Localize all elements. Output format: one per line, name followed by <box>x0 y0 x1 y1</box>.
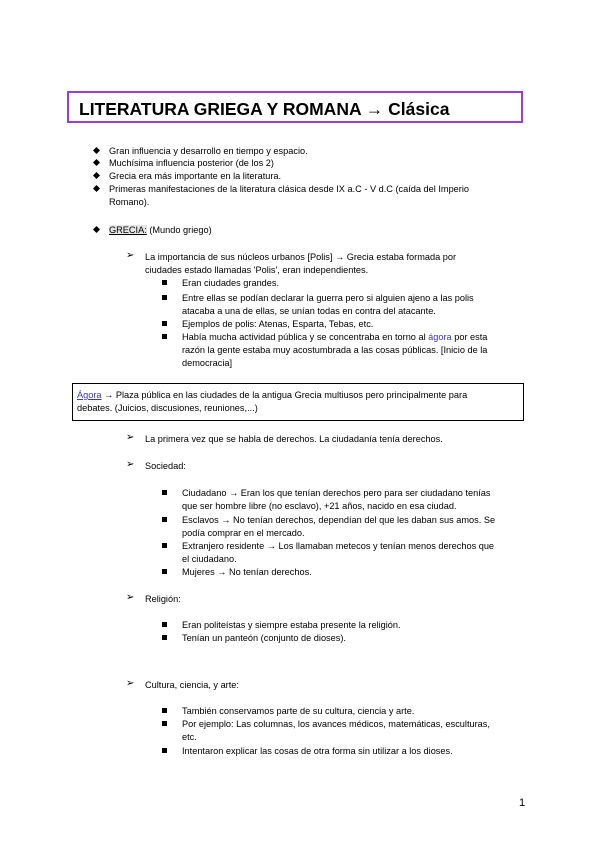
cultura-item-continuation: etc. <box>182 732 197 742</box>
diamond-bullet-icon <box>93 172 100 179</box>
arrow-bullet-icon: ➢ <box>126 459 135 470</box>
sociedad-item: Esclavos → No tenían derechos, dependían del que les daban sus amos. Se <box>182 515 496 525</box>
grecia-label: GRECIA: <box>109 225 147 235</box>
agora-term-link[interactable]: Ágora <box>77 390 102 400</box>
cultura-heading: Cultura, ciencia, y arte: <box>145 680 239 690</box>
square-bullet-icon <box>162 321 167 326</box>
religion-item: Eran politeístas y siempre estaba presente la religión. <box>182 620 401 630</box>
polis-sub-item: Entre ellas se podían declarar la guerra pero si alguien ajeno a las polis <box>182 293 474 303</box>
religion-heading: Religión: <box>145 594 181 604</box>
diamond-bullet-icon <box>93 159 100 166</box>
polis-sub-item-continuation: atacaba a una de ellas, se unían todas en contra del atacante. <box>182 306 436 316</box>
grecia-heading <box>109 224 212 236</box>
intro-bullet: Primeras manifestaciones de la literatura clásica desde IX a.C - V d.C (caída del Imperio <box>109 184 470 194</box>
diamond-bullet-icon <box>93 226 100 233</box>
polis-sub-text: por esta <box>451 332 488 342</box>
sociedad-item-continuation: podía comprar en el mercado. <box>182 528 305 538</box>
square-bullet-icon <box>162 569 167 574</box>
square-bullet-icon <box>162 334 167 339</box>
square-bullet-icon <box>162 490 167 495</box>
diamond-bullet-icon <box>93 147 100 154</box>
square-bullet-icon <box>162 295 167 300</box>
arrow-bullet-icon: ➢ <box>126 250 135 261</box>
polis-line: La importancia de sus núcleos urbanos [Polis] → Grecia estaba formada por <box>145 252 457 262</box>
intro-bullet-continuation: Romano). <box>109 197 150 207</box>
page-number: 1 <box>519 797 526 809</box>
definition-box <box>72 383 524 421</box>
sociedad-item-continuation: que ser hombre libre (no esclavo), +21 años, nacido en esa ciudad. <box>182 501 457 511</box>
polis-sub-item-continuation: razón la gente estaba muy acostumbrada a las cosas públicas. [Inicio de la <box>182 345 488 355</box>
sociedad-item: Mujeres → No tenían derechos. <box>182 567 312 577</box>
sociedad-item: Extranjero residente → Los llamaban metecos y tenían menos derechos que <box>182 541 495 551</box>
square-bullet-icon <box>162 635 167 640</box>
definition-line: debates. (Juicios, discusiones, reuniones,...) <box>77 403 258 413</box>
derechos-item: La primera vez que se habla de derechos. La ciudadanía tenía derechos. <box>145 434 443 444</box>
square-bullet-icon <box>162 708 167 713</box>
title-box <box>67 91 523 123</box>
square-bullet-icon <box>162 748 167 753</box>
square-bullet-icon <box>162 517 167 522</box>
polis-sub-item-continuation: democracia] <box>182 358 233 368</box>
square-bullet-icon <box>162 622 167 627</box>
diamond-bullet-icon <box>93 185 100 192</box>
polis-sub-item <box>182 331 487 343</box>
sociedad-item: Ciudadano → Eran los que tenían derechos pero para ser ciudadano tenías <box>182 488 491 498</box>
square-bullet-icon <box>162 280 167 285</box>
agora-link[interactable]: ágora <box>428 332 452 342</box>
intro-bullet: Muchísima influencia posterior (de los 2) <box>109 158 274 168</box>
polis-sub-item: Ejemplos de polis: Atenas, Esparta, Tebas, etc. <box>182 319 374 329</box>
cultura-item: Intentaron explicar las cosas de otra forma sin utilizar a los dioses. <box>182 746 453 756</box>
religion-item: Tenían un panteón (conjunto de dioses). <box>182 633 346 643</box>
polis-sub-item: Eran ciudades grandes. <box>182 278 280 288</box>
square-bullet-icon <box>162 721 167 726</box>
definition-line <box>77 389 467 401</box>
cultura-item: También conservamos parte de su cultura, ciencia y arte. <box>182 706 415 716</box>
grecia-rest: (Mundo griego) <box>146 225 212 235</box>
arrow-bullet-icon: ➢ <box>126 432 135 443</box>
intro-bullet: Grecia era más importante en la literatura. <box>109 171 282 181</box>
cultura-item: Por ejemplo: Las columnas, los avances médicos, matemáticas, esculturas, <box>182 719 490 729</box>
arrow-bullet-icon: ➢ <box>126 592 135 603</box>
intro-bullet: Gran influencia y desarrollo en tiempo y espacio. <box>109 146 308 156</box>
definition-text: → Plaza pública en las ciudades de la antigua Grecia multiusos pero principalmente para <box>101 390 468 400</box>
polis-sub-text: Había mucha actividad pública y se concentraba en torno al <box>182 332 429 342</box>
polis-line: ciudades estado llamadas 'Polis', eran independientes. <box>145 265 369 275</box>
sociedad-heading: Sociedad: <box>145 461 186 471</box>
arrow-bullet-icon: ➢ <box>126 678 135 689</box>
page-title: LITERATURA GRIEGA Y ROMANA → Clásica <box>79 99 450 119</box>
square-bullet-icon <box>162 543 167 548</box>
sociedad-item-continuation: el ciudadano. <box>182 554 237 564</box>
